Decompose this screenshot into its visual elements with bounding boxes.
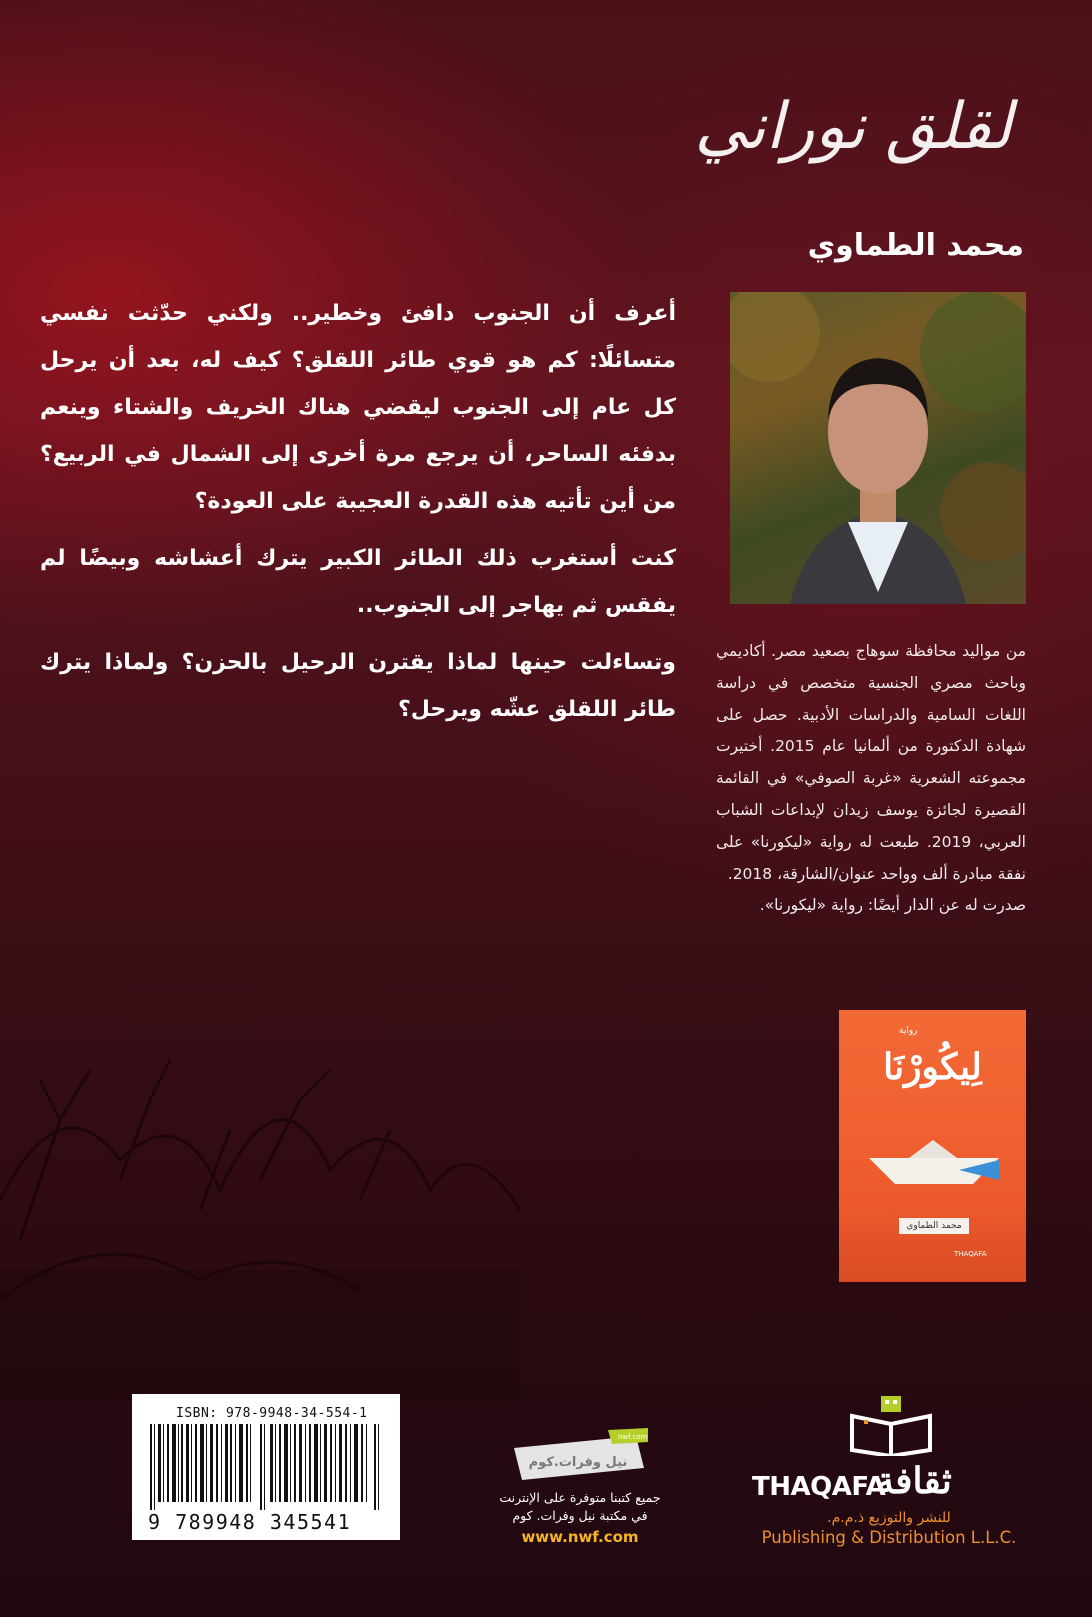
bio-paragraph: من مواليد محافظة سوهاج بصعيد مصر. أكاديمي وباحث مصري الجنسية متخصص في دراسة اللغات السامية والدراسات الأدبية. حصل على شهادة الدكتورة من ألمانيا عام 2015. أختيرت مجموعته الشعرية «غربة الصوفي» في القائمة القصيرة لجائزة يوسف زيدان لإبداعات الشباب العربي، 2019. طبعت له رواية «ليكورنا» على نفقة مبادرة ألف وواحد عنوان/الشارقة، 2018. — [716, 642, 1026, 883]
barcode-bars — [150, 1424, 382, 1510]
mini-cover-author: محمد الطماوي — [899, 1218, 969, 1234]
book-icon — [848, 1396, 934, 1456]
publisher-name-ar: ثقافة — [876, 1460, 952, 1502]
nwf-logo-text: نيل وفرات.كوم — [528, 1455, 628, 1470]
paper-boat-icon — [869, 1140, 999, 1190]
nwf-logo-url: nwf.com — [618, 1433, 648, 1441]
book-title: لقلق نوراني — [694, 90, 1012, 164]
bookstore-line2: في مكتبة نيل وفرات. كوم — [512, 1508, 648, 1523]
blurb — [40, 290, 676, 743]
blurb-paragraph: أعرف أن الجنوب دافئ وخطير.. ولكني حدّثت نفسي متسائلًا: كم هو قوي طائر اللقلق؟ كيف له، بعد أن يرحل كل عام إلى الجنوب ليقضي هناك الخريف والشتاء وينعم بدفئه الساحر، أن يرجع مرة أخرى إلى الشمال في الربيع؟ من أين تأتيه هذه القدرة العجيبة على العودة؟ — [40, 301, 676, 514]
bio-paragraph: صدرت له عن الدار أيضًا: رواية «ليكورنا». — [759, 896, 1026, 915]
publisher-tagline-ar: للنشر والتوزيع ذ.م.م. — [827, 1510, 951, 1526]
publisher-name-en: THAQAFA — [752, 1472, 886, 1502]
barcode-number: 9 789948 345541 — [148, 1510, 352, 1534]
mini-cover-label: رواية — [899, 1026, 918, 1036]
nwf-logo — [508, 1428, 652, 1486]
author-name: محمد الطماوي — [807, 228, 1024, 263]
author-bio — [716, 636, 1026, 922]
publisher-tagline-en: Publishing & Distribution L.L.C. — [761, 1528, 1017, 1547]
mini-cover-title: لِيكُورْنَا — [883, 1046, 982, 1088]
publisher-logo — [748, 1396, 1038, 1546]
isbn-label: ISBN: 978-9948-34-554-1 — [176, 1406, 368, 1421]
mini-cover-publisher: THAQAFA — [954, 1250, 987, 1258]
other-book-cover — [839, 1010, 1026, 1282]
bookstore-line1: جميع كتبنا متوفرة على الإنترنت — [499, 1490, 661, 1505]
blurb-paragraph: وتساءلت حينها لماذا يقترن الرحيل بالحزن؟ ولماذا يترك طائر اللقلق عشّه ويرحل؟ — [40, 650, 676, 722]
author-photo — [730, 292, 1026, 604]
blurb-paragraph: كنت أستغرب ذلك الطائر الكبير يترك أعشاشه وبيضًا لم يفقس ثم يهاجر إلى الجنوب.. — [40, 546, 676, 618]
bookstore-url[interactable]: www.nwf.com — [521, 1528, 639, 1546]
barcode — [132, 1394, 400, 1540]
